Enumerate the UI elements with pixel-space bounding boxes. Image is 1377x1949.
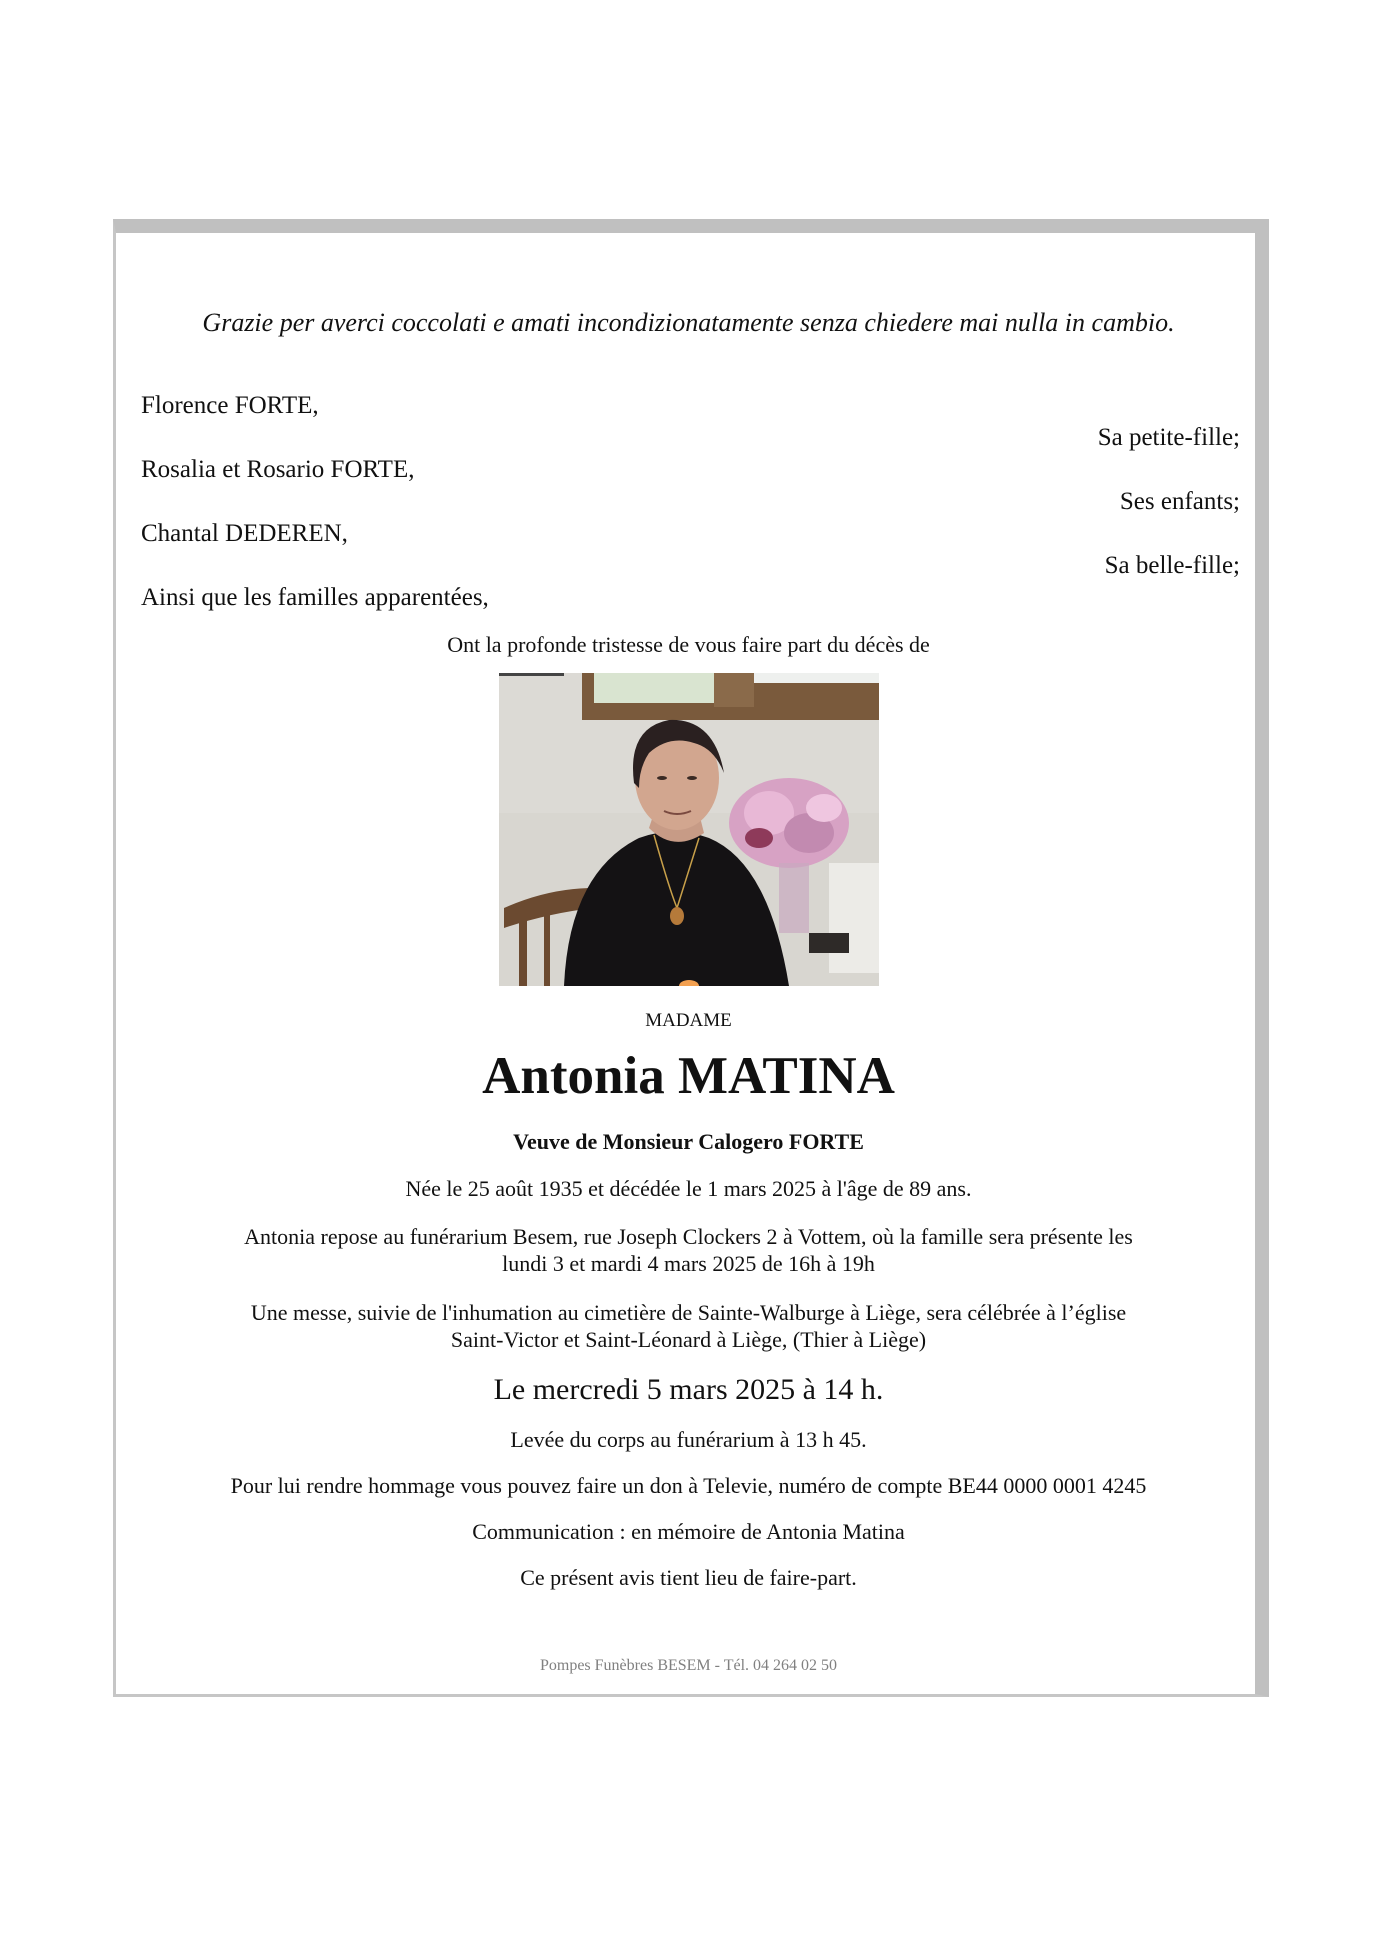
ceremony-date: Le mercredi 5 mars 2025 à 14 h. xyxy=(493,1373,884,1406)
closing-line: Ce présent avis tient lieu de faire-part. xyxy=(520,1565,857,1590)
family-member-relation: Ses enfants; xyxy=(1119,488,1240,515)
family-member-relation: Sa belle-fille; xyxy=(1104,552,1240,579)
birth-death-line: Née le 25 août 1935 et décédée le 1 mars 2025 à l'âge de 89 ans. xyxy=(405,1176,972,1201)
mass-line: Saint-Victor et Saint-Léonard à Liège, (Thier à Liège) xyxy=(450,1327,927,1352)
deceased-name: Antonia MATINA xyxy=(482,1047,895,1105)
family-member-name: Chantal DEDEREN, xyxy=(141,520,348,547)
funeral-home-footer: Pompes Funèbres BESEM - Tél. 04 264 02 50 xyxy=(539,1657,838,1674)
intro-text: Ont la profonde tristesse de vous faire part du décès de xyxy=(447,632,930,657)
family-member-name: Ainsi que les familles apparentées, xyxy=(141,584,489,611)
mass-line: Une messe, suivie de l'inhumation au cimetière de Sainte-Walburge à Liège, sera célébrée à l’église xyxy=(250,1300,1127,1325)
communication-line: Communication : en mémoire de Antonia Matina xyxy=(472,1519,905,1544)
levee-line: Levée du corps au funérarium à 13 h 45. xyxy=(510,1427,867,1452)
donation-line: Pour lui rendre hommage vous pouvez faire un don à Televie, numéro de compte BE44 0000 0001 4245 xyxy=(230,1473,1147,1498)
family-member-name: Florence FORTE, xyxy=(141,392,319,419)
widow-of: Veuve de Monsieur Calogero FORTE xyxy=(513,1129,864,1154)
portrait-photo xyxy=(499,673,879,986)
family-member-relation: Sa petite-fille; xyxy=(1097,424,1240,451)
family-member-name: Rosalia et Rosario FORTE, xyxy=(141,456,415,483)
repose-line: Antonia repose au funérarium Besem, rue Joseph Clockers 2 à Vottem, où la famille sera présente les xyxy=(244,1224,1133,1249)
title-madame: MADAME xyxy=(645,1010,732,1031)
epigraph: Grazie per averci coccolati e amati incondizionatamente senza chiedere mai nulla in cambio. xyxy=(202,308,1175,337)
repose-line: lundi 3 et mardi 4 mars 2025 de 16h à 19h xyxy=(502,1251,875,1276)
